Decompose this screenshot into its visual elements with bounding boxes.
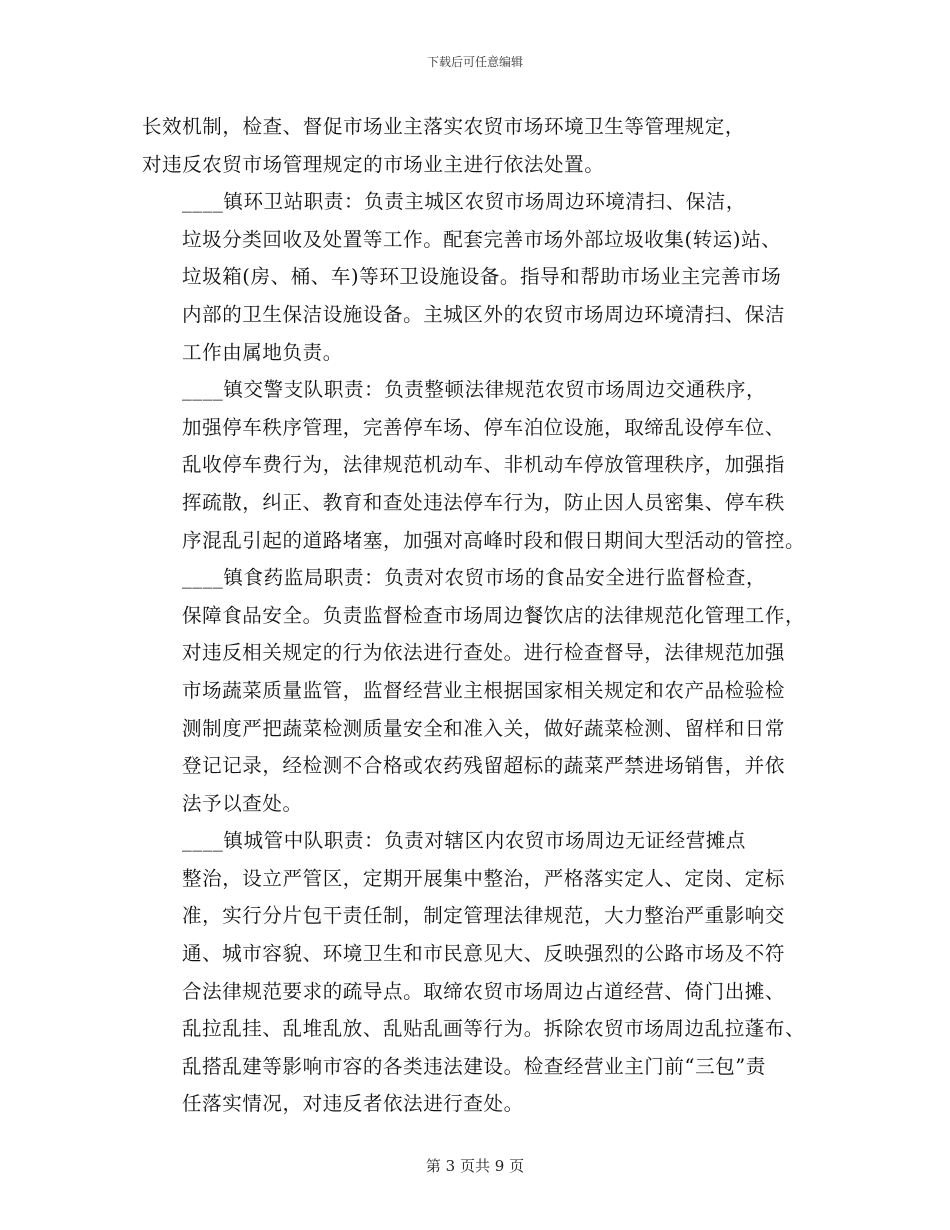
text-line: 垃圾箱(房、桶、车)等环卫设施设备。指导和帮助市场业主完善市场 bbox=[182, 265, 782, 289]
text-line: 对违反相关规定的行为依法进行查处。进行检查督导，法律规范加强 bbox=[182, 641, 786, 665]
text-line: 乱搭乱建等影响市容的各类违法建设。检查经营业主门前“三包”责 bbox=[182, 1054, 766, 1078]
text-line: 序混乱引起的道路堵塞，加强对高峰时段和假日期间大型活动的管控。 bbox=[182, 528, 806, 552]
text-line: 加强停车秩序管理，完善停车场、停车泊位设施，取缔乱设停车位、 bbox=[182, 415, 786, 439]
text-line: 合法律规范要求的疏导点。取缔农贸市场周边占道经营、倚门出摊、 bbox=[182, 979, 786, 1003]
text-line: 法予以查处。 bbox=[182, 791, 303, 815]
text-line: 乱收停车费行为，法律规范机动车、非机动车停放管理秩序，加强指 bbox=[182, 453, 786, 477]
text-line: 工作由属地负责。 bbox=[182, 340, 343, 364]
text-line: 测制度严把蔬菜检测质量安全和准入关，做好蔬菜检测、留样和日常 bbox=[182, 716, 786, 740]
text-line: 对违反农贸市场管理规定的市场业主进行依法处置。 bbox=[142, 152, 605, 176]
text-line: 任落实情况，对违反者依法进行查处。 bbox=[182, 1092, 524, 1116]
paragraph bbox=[142, 108, 817, 183]
text-line: 长效机制，检查、督促市场业主落实农贸市场环境卫生等管理规定， bbox=[142, 115, 746, 138]
document-body bbox=[142, 108, 817, 1123]
text-line: 挥疏散，纠正、教育和查处违法停车行为，防止因人员密集、停车秩 bbox=[182, 490, 786, 514]
text-line: 保障食品安全。负责监督检查市场周边餐饮店的法律规范化管理工作， bbox=[182, 603, 806, 627]
text-line: 垃圾分类回收及处置等工作。配套完善市场外部垃圾收集(转运)站、 bbox=[182, 227, 782, 251]
text-line: 通、城市容貌、环境卫生和市民意见大、反映强烈的公路市场及不符 bbox=[182, 942, 786, 966]
paragraph bbox=[142, 822, 817, 1123]
paragraph bbox=[142, 371, 817, 559]
text-line: 内部的卫生保洁设施设备。主城区外的农贸市场周边环境清扫、保洁 bbox=[182, 302, 786, 326]
text-line: 准，实行分片包干责任制，制定管理法律规范，大力整治严重影响交 bbox=[182, 904, 786, 928]
paragraph bbox=[142, 183, 817, 371]
text-line: ____镇食药监局职责：负责对农贸市场的食品安全进行监督检查， bbox=[182, 566, 767, 590]
page-footer: 第 3 页共 9 页 bbox=[425, 1157, 525, 1175]
text-line: 整治，设立严管区，定期开展集中整治，严格落实定人、定岗、定标 bbox=[182, 866, 786, 890]
page-header: 下载后可任意编辑 bbox=[426, 55, 523, 69]
text-line: 乱拉乱挂、乱堆乱放、乱贴乱画等行为。拆除农贸市场周边乱拉蓬布、 bbox=[182, 1017, 806, 1041]
text-line: 市场蔬菜质量监管，监督经营业主根据国家相关规定和农产品检验检 bbox=[182, 678, 786, 702]
text-line: ____镇城管中队职责：负责对辖区内农贸市场周边无证经营摊点 bbox=[182, 829, 747, 853]
text-line: ____镇交警支队职责：负责整顿法律规范农贸市场周边交通秩序， bbox=[182, 378, 767, 402]
text-line: 登记记录，经检测不合格或农药残留超标的蔬菜严禁进场销售，并依 bbox=[182, 754, 786, 778]
text-line: ____镇环卫站职责：负责主城区农贸市场周边环境清扫、保洁， bbox=[182, 190, 747, 214]
paragraph bbox=[142, 559, 817, 822]
